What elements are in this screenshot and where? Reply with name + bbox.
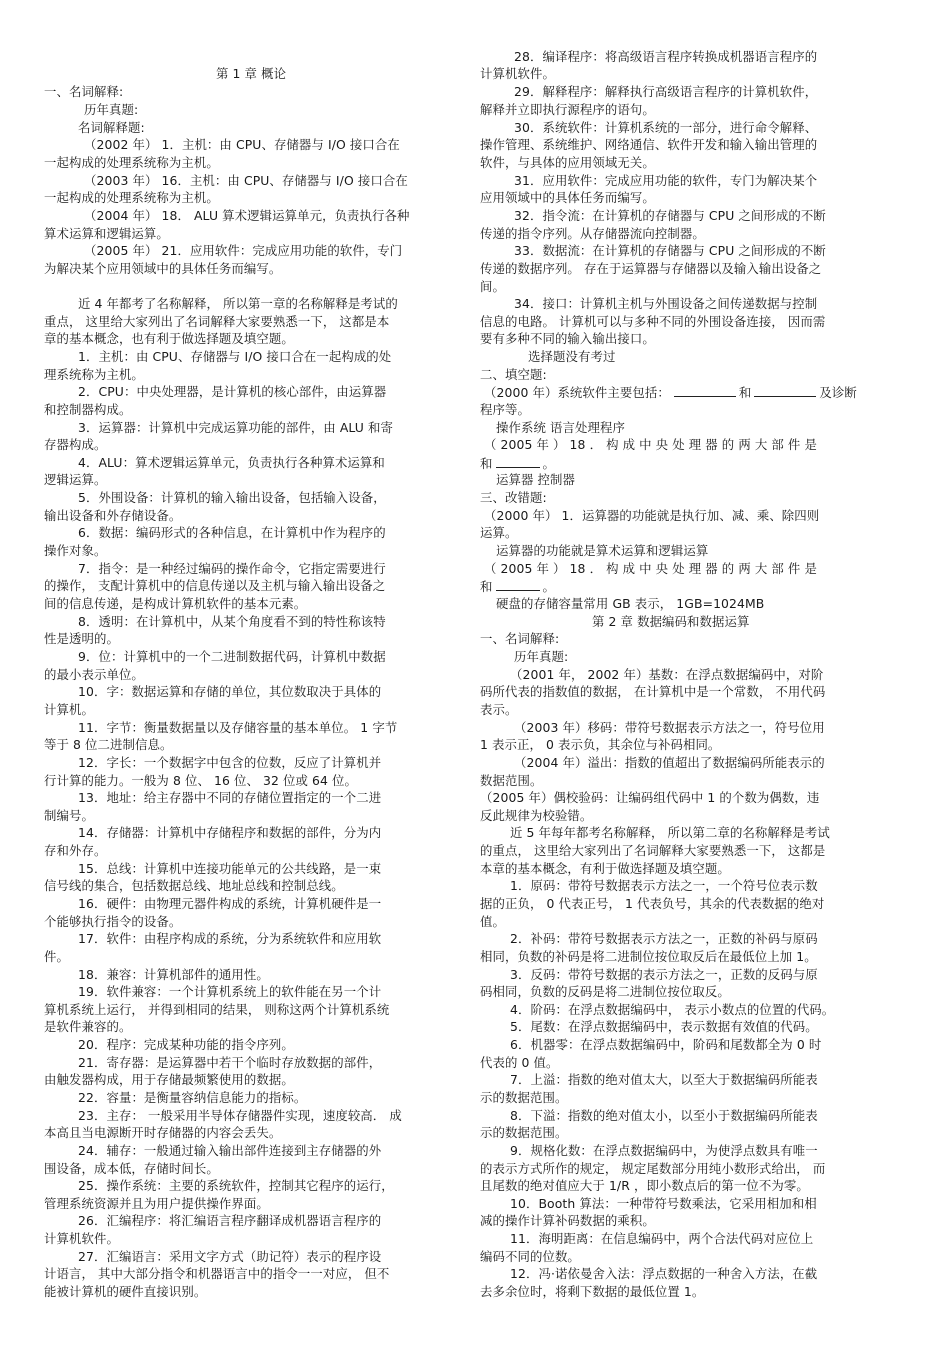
text-line [78,1249,381,1265]
text-line [78,1037,294,1053]
text-line [44,543,106,559]
text-line [510,667,823,683]
line-text: 2．补码：带符号数据表示方法之一，正数的补码与原码 [510,931,818,946]
line-text: 2．CPU：中央处理器，是计算机的核心部件，由运算器 [78,384,387,399]
line-text: （2004 年）溢出：指数的值超出了数据编码所能表示的 [514,755,825,770]
text-line [44,808,94,824]
text-line [514,243,826,259]
text-line [480,314,825,330]
text-line [216,66,286,82]
line-text: 的表示方式所作的规定， 规定尾数部分用纯小数形式给出， 而 [480,1161,826,1176]
line-text: 二、填空题: [480,367,547,382]
line-text: 要有多种不同的输入输出接口。 [480,331,655,346]
line-text: 计算机软件。 [480,66,555,81]
text-line [480,279,505,295]
line-text: 近 4 年都考了名称解释， 所以第一章的名称解释是考试的 [78,296,398,311]
line-text: 操作管理、系统维护、网络通信、软件开发和输入输出管理的 [480,137,818,152]
text-line [480,367,547,383]
text-line [78,931,381,947]
text-line [78,420,393,436]
line-text: 由触发器构成，用于存储最频繁使用的数据。 [44,1072,294,1087]
line-text: 本章的基本概念，有利于做选择题及填空题。 [480,861,730,876]
text-line [592,614,750,630]
line-text: 操作对象。 [44,543,107,558]
line-text: 。 [542,456,555,471]
text-line [44,1284,206,1300]
line-text: 一、名词解释: [480,631,560,646]
line-text: 且尾数的绝对值应大于 1/R ，即小数点后的第一位不为零。 [480,1178,809,1193]
text-line [78,120,145,136]
text-line [480,1125,567,1141]
line-text: 间。 [480,279,505,294]
line-text: 9．位：计算机中的一个二进制数据代码，计算机中数据 [78,649,386,664]
text-line [78,1178,394,1194]
line-text: 18．兼容：计算机部件的通用性。 [78,967,269,982]
text-line [480,1090,567,1106]
text-line [510,1266,817,1282]
text-line [484,437,817,453]
text-line [510,825,830,841]
line-text: 第 1 章 概论 [216,66,287,81]
line-text: 。 [542,579,555,594]
text-line [480,137,817,153]
text-line [78,384,386,400]
fill-blank [674,384,736,397]
line-text: 1 表示正， 0 表示负，其余位与补码相同。 [480,737,721,752]
line-text: 间的信息传递，是构成计算机软件的基本元素。 [44,596,307,611]
line-text: （ 2005 年 ） 18 ． 构 成 中 央 处 理 器 的 两 大 部 件 是 [484,561,817,576]
fill-blank [496,455,540,468]
text-line [44,314,389,330]
line-text: 和 [480,456,493,471]
line-text: 24．辅存：一般通过输入输出部件连接到主存储器的外 [78,1143,382,1158]
text-line [480,226,705,242]
text-line [44,843,106,859]
line-text: 制编号。 [44,808,94,823]
text-line [44,508,181,524]
text-line [480,984,730,1000]
line-text: 程序等。 [480,402,530,417]
line-text: 和 [480,579,493,594]
text-line [514,208,826,224]
text-line [480,66,555,82]
text-line [480,684,825,700]
line-text: （2004 年） 18． ALU 算术逻辑运算单元，负责执行各种 [84,208,410,223]
line-text: 1．主机：由 CPU、存储器与 I/O 接口合在一起构成的处 [78,349,392,364]
text-line [484,384,857,401]
line-text: 个能够执行指令的设备。 [44,914,182,929]
text-line [480,490,547,506]
line-text: 6．机器零：在浮点数据编码中，阶码和尾数都全为 0 时 [510,1037,822,1052]
text-line [514,173,817,189]
line-text: 件。 [44,949,69,964]
line-text: 17．软件：由程序构成的系统，分为系统软件和应用软 [78,931,382,946]
text-line [44,402,131,418]
line-text: 性是透明的。 [44,631,119,646]
line-text: 9．规格化数：在浮点数据编码中，为使浮点数具有唯一 [510,1143,818,1158]
text-line [44,578,385,594]
text-line [78,649,386,665]
text-line [44,437,106,453]
text-line [44,190,219,206]
line-text: 存器构成。 [44,437,107,452]
text-line [84,137,400,153]
text-line [78,296,398,312]
line-text: 逻辑运算。 [44,472,107,487]
text-line [480,155,655,171]
line-text: 硬盘的存储容量常用 GB 表示， 1GB=1024MB [496,596,765,611]
text-line [484,508,819,524]
line-text: （2002 年） 1．主机：由 CPU、存储器与 I/O 接口合在 [84,137,400,152]
line-text: 的重点， 这里给大家列出了名词解释大家要熟悉一下， 这都是 [480,843,826,858]
text-line [480,861,730,877]
text-line [480,261,821,277]
line-text: 的最小表示单位。 [44,667,144,682]
line-text: 21．寄存器：是运算器中若干个临时存放数据的部件， [78,1055,382,1070]
text-line [44,1019,131,1035]
line-text: 23．主存： 一般采用半导体存储器件实现，速度较高． 成 [78,1108,402,1123]
text-line [480,1055,559,1071]
line-text: 码所代表的指数值的数据， 在计算机中是一个常数， 不用代码 [480,684,826,699]
text-line [510,1037,821,1053]
text-line [44,1125,281,1141]
text-line [510,1196,817,1212]
line-text: 选择题没有考过 [528,349,616,364]
text-line [510,1143,818,1159]
line-text: 减的操作计算补码数据的乘积。 [480,1213,655,1228]
text-line [78,1143,381,1159]
text-line [510,1019,818,1035]
line-text: 19．软件兼容：一个计算机系统上的软件能在另一个计 [78,984,382,999]
text-line [514,84,817,100]
line-text: 编码不同的位数。 [480,1249,580,1264]
text-line [78,720,397,736]
text-line [78,349,391,365]
text-line [78,490,386,506]
line-text: 输出设备和外存储设备。 [44,508,182,523]
text-line [480,631,559,647]
text-line [514,720,825,736]
line-text: 一、名词解释: [44,84,124,99]
line-text: 传递的数据序列。 存在于运算器与存储器以及输入输出设备之 [480,261,822,276]
text-line [480,578,555,595]
text-line [44,949,69,965]
line-text: （2000 年）系统软件主要包括： [484,385,670,400]
text-line [480,331,655,347]
text-line [514,120,817,136]
line-text: 1．原码：带符号数据表示方法之一，一个符号位表示数 [510,878,818,893]
text-line [44,331,294,347]
line-text: 3．运算器：计算机中完成运算功能的部件，由 ALU 和寄 [78,420,393,435]
line-text: 5．外围设备：计算机的输入输出设备，包括输入设备， [78,490,386,505]
line-text: 5．尾数：在浮点数据编码中，表示数据有效值的代码。 [510,1019,818,1034]
text-line [44,702,94,718]
line-text: 34．接口：计算机主机与外围设备之间传递数据与控制 [514,296,818,311]
text-line [480,190,655,206]
text-line [44,1002,389,1018]
text-line [480,790,819,806]
text-line [480,773,542,789]
text-line [44,261,281,277]
text-line [44,878,344,894]
text-line [480,402,530,418]
text-line [44,226,169,242]
line-text: 相同，负数的补码是将二进制位按位取反后在最低位上加 1。 [480,949,817,964]
line-text: 章的基本概念，也有利于做选择题及填空题。 [44,331,294,346]
line-text: （2003 年）移码：带符号数据表示方法之一，符号位用 [514,720,825,735]
fill-blank [754,384,816,397]
line-text: 据的正负， 0 代表正号， 1 代表负号，其余的代表数据的绝对 [480,896,825,911]
text-line [78,561,386,577]
text-line [84,243,402,259]
line-text: 存和外存。 [44,843,107,858]
text-line [78,984,381,1000]
text-line [44,737,172,753]
text-line [480,455,555,472]
line-text: 12．字长：一个数据字中包含的位数，反应了计算机并 [78,755,382,770]
line-text: 信号线的集合，包括数据总线、地址总线和控制总线。 [44,878,344,893]
text-line [44,631,119,647]
line-text: 示的数据范围。 [480,1125,568,1140]
text-line [44,472,106,488]
line-text: 运算器的功能就是算术运算和逻辑运算 [496,543,709,558]
line-text: 计算机。 [44,702,94,717]
text-line [44,596,306,612]
line-text: 和 [738,385,752,400]
text-line [496,543,708,559]
text-line [480,525,517,541]
line-text: 4．ALU：算术逻辑运算单元，负责执行各种算术运算和 [78,455,385,470]
text-line [496,596,764,612]
line-text: （2005 年）偶校验码：让编码组代码中 1 的个数为偶数，违 [480,790,820,805]
line-text: 是软件兼容的。 [44,1019,132,1034]
text-line [78,1213,381,1229]
line-text: 代表的 0 值。 [480,1055,559,1070]
line-text: 第 2 章 数据编码和数据运算 [592,614,750,629]
text-line [44,367,144,383]
line-text: （2005 年） 21．应用软件：完成应用功能的软件，专门 [84,243,403,258]
line-text: 7．上溢：指数的绝对值太大，以至大于数据编码所能表 [510,1072,818,1087]
line-text: 理系统称为主机。 [44,367,144,382]
text-line [44,1072,294,1088]
line-text: 计算机软件。 [44,1231,119,1246]
text-line [510,1072,818,1088]
text-line [484,561,817,577]
line-text: 6．数据：编码形式的各种信息，在计算机中作为程序的 [78,525,386,540]
text-line [480,1213,655,1229]
text-line [44,667,144,683]
text-line [78,1055,381,1071]
line-text: 重点， 这里给大家列出了名词解释大家要熟悉一下， 这都是本 [44,314,390,329]
line-text: 31．应用软件：完成应用功能的软件，专门为解决某个 [514,173,818,188]
text-line [44,1231,119,1247]
text-line [480,896,824,912]
line-text: （ 2005 年 ） 18 ． 构 成 中 央 处 理 器 的 两 大 部 件 是 [484,437,817,452]
line-text: 历年真题: [84,102,139,117]
text-line [44,155,219,171]
text-line [84,102,138,118]
line-text: 11．海明距离：在信息编码中，两个合法代码对应位上 [510,1231,814,1246]
line-text: 28．编译程序：将高级语言程序转换成机器语言程序的 [514,49,818,64]
text-line [78,896,381,912]
line-text: 15．总线：计算机中连接功能单元的公共线路，是一束 [78,861,382,876]
line-text: 近 5 年每年都考名称解释， 所以第二章的名称解释是考试 [510,825,830,840]
text-line [78,825,381,841]
text-line [78,755,381,771]
line-text: 本高且当电源断开时存储器的内容会丢失。 [44,1125,282,1140]
text-line [514,296,817,312]
line-text: 22．容量：是衡量容纳信息能力的指标。 [78,1090,307,1105]
text-line [78,967,269,983]
line-text: 13．地址：给主存器中不同的存储位置指定的一个二进 [78,790,382,805]
line-text: 和控制器构成。 [44,402,132,417]
line-text: 解释并立即执行源程序的语句。 [480,102,655,117]
text-line [510,931,818,947]
text-line [510,878,818,894]
line-text: 27．汇编语言：采用文字方式（助记符）表示的程序设 [78,1249,382,1264]
text-line [78,525,386,541]
text-line [78,455,385,471]
line-text: 计语言， 其中大部分指令和机器语言中的指令一一对应， 但不 [44,1266,390,1281]
line-text: 等于 8 位二进制信息。 [44,737,173,752]
text-line [78,684,381,700]
text-line [480,737,720,753]
line-text: 14．存储器：计算机中存储程序和数据的部件，分为内 [78,825,382,840]
line-text: 值。 [480,914,505,929]
text-line [514,649,568,665]
line-text: 算机系统上运行， 并得到相同的结果， 则称这两个计算机系统 [44,1002,390,1017]
text-line [496,472,575,488]
text-line [510,1231,813,1247]
line-text: 行计算的能力。一般为 8 位、 16 位、 32 位或 64 位。 [44,773,358,788]
text-line [480,1284,704,1300]
line-text: 能被计算机的硬件直接识别。 [44,1284,207,1299]
text-line [480,702,517,718]
text-line [84,208,410,224]
line-text: 应用领域中的具体任务而编写。 [480,190,655,205]
text-line [514,49,817,65]
line-text: 8．下溢：指数的绝对值太小，以至小于数据编码所能表 [510,1108,818,1123]
line-text: 名词解释题: [78,120,145,135]
line-text: 26．汇编程序：将汇编语言程序翻译成机器语言程序的 [78,1213,382,1228]
line-text: 信息的电路。 计算机可以与多种不同的外围设备连接， 因而需 [480,314,826,329]
line-text: 及诊断 [819,385,857,400]
text-line [78,1108,402,1124]
text-line [480,102,655,118]
line-text: 去多余位时，将剩下数据的最低位置 1。 [480,1284,705,1299]
text-line [44,1161,219,1177]
line-text: 30．系统软件：计算机系统的一部分，进行命令解释、 [514,120,818,135]
text-line [480,914,505,930]
line-text: 的操作， 支配计算机中的信息传递以及主机与输入输出设备之 [44,578,386,593]
line-text: 围设备，成本低，存储时间长。 [44,1161,219,1176]
line-text: 管理系统资源并且为用户提供操作界面。 [44,1196,269,1211]
text-line [44,773,357,789]
line-text: 8．透明：在计算机中，从某个角度看不到的特性称该特 [78,614,386,629]
line-text: （2000 年） 1．运算器的功能就是执行加、减、乘、除四则 [484,508,820,523]
line-text: 数据范围。 [480,773,543,788]
line-text: 20．程序：完成某种功能的指令序列。 [78,1037,294,1052]
line-text: 软件，与具体的应用领域无关。 [480,155,655,170]
text-line [514,755,825,771]
text-line [44,1196,269,1212]
line-text: 11．字节：衡量数据量以及存储容量的基本单位。 1 字节 [78,720,398,735]
line-text: 一起构成的处理系统称为主机。 [44,190,219,205]
line-text: 反此规律为校验错。 [480,808,593,823]
line-text: 12．冯·诺依曼舍入法：浮点数据的一种舍入方法，在截 [510,1266,818,1281]
text-line [78,790,381,806]
text-line [510,967,818,983]
line-text: （2001 年， 2002 年）基数：在浮点数据编码中，对阶 [510,667,824,682]
text-line [480,1178,809,1194]
text-line [496,420,625,436]
line-text: 运算器 控制器 [496,472,575,487]
line-text: 32．指令流：在计算机的存储器与 CPU 之间形成的不断 [514,208,826,223]
text-line [480,949,817,965]
line-text: 算术运算和逻辑运算。 [44,226,169,241]
line-text: （2003 年） 16．主机：由 CPU、存储器与 I/O 接口合在 [84,173,408,188]
text-line [480,1161,825,1177]
line-text: 历年真题: [514,649,569,664]
line-text: 7．指令：是一种经过编码的操作命令，它指定需要进行 [78,561,386,576]
line-text: 操作系统 语言处理程序 [496,420,625,435]
text-line [510,1002,834,1018]
text-line [78,1090,306,1106]
text-line [84,173,408,189]
fill-blank [496,578,540,591]
text-line [44,1266,389,1282]
line-text: 3．反码：带符号数据的表示方法之一，正数的反码与原 [510,967,818,982]
line-text: 33．数据流：在计算机的存储器与 CPU 之间形成的不断 [514,243,826,258]
line-text: 一起构成的处理系统称为主机。 [44,155,219,170]
line-text: 码相同，负数的反码是将二进制位按位取反。 [480,984,730,999]
line-text: 10．Booth 算法：一种带符号数乘法，它采用相加和相 [510,1196,817,1211]
line-text: 29．解释程序：解释执行高级语言程序的计算机软件， [514,84,818,99]
line-text: 运算。 [480,525,518,540]
line-text: 4．阶码：在浮点数据编码中， 表示小数点的位置的代码。 [510,1002,835,1017]
text-line [480,808,592,824]
line-text: 25．操作系统：主要的系统软件，控制其它程序的运行， [78,1178,394,1193]
line-text: 传递的指令序列。从存储器流向控制器。 [480,226,705,241]
line-text: 为解决某个应用领域中的具体任务而编写。 [44,261,282,276]
line-text: 表示。 [480,702,518,717]
text-line [44,84,123,100]
text-line [528,349,615,365]
text-line [78,614,386,630]
line-text: 16．硬件：由物理元器件构成的系统，计算机硬件是一 [78,896,382,911]
text-line [44,914,181,930]
line-text: 10．字：数据运算和存储的单位，其位数取决于具体的 [78,684,382,699]
line-text: 三、改错题: [480,490,547,505]
text-line [510,1108,818,1124]
line-text: 示的数据范围。 [480,1090,568,1105]
text-line [480,843,825,859]
text-line [480,1249,580,1265]
text-line [78,861,381,877]
